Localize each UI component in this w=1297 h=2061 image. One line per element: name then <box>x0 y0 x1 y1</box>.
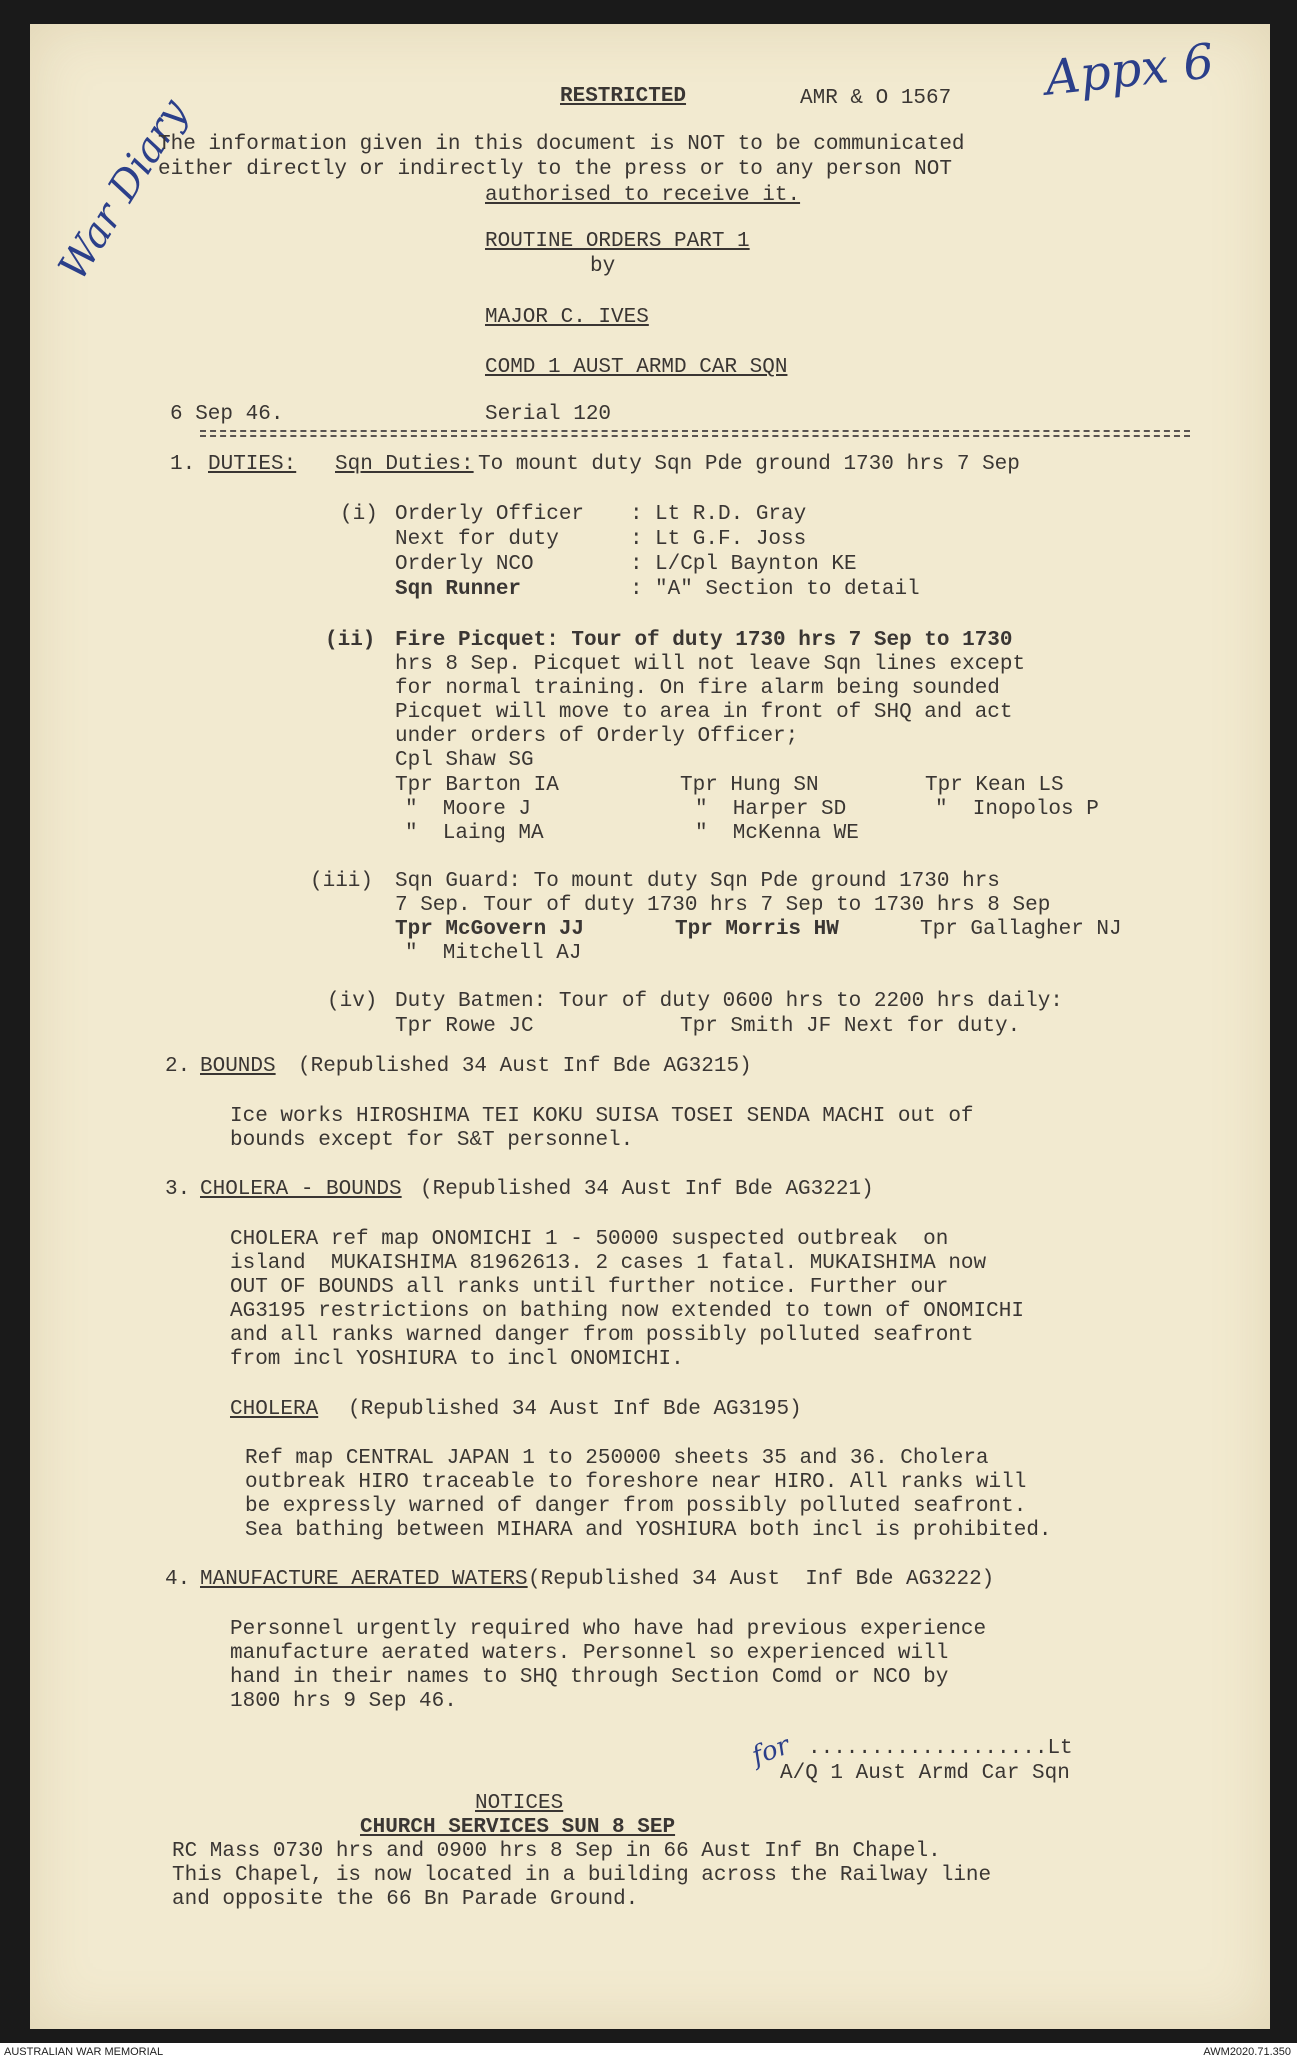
roster-role: Next for duty <box>395 528 559 551</box>
roster-sep: : <box>630 503 643 526</box>
aerated-heading: MANUFACTURE AERATED WATERS <box>200 1568 528 1591</box>
roster-sep: : <box>630 528 643 551</box>
handwritten-war-diary-note: War Diary <box>50 91 197 289</box>
fire-picquet-line: Fire Picquet: Tour of duty 1730 hrs 7 Sep to 1730 <box>395 629 1013 652</box>
cholera-line: OUT OF BOUNDS all ranks until further notice. Further our <box>230 1276 949 1299</box>
roster-role: Sqn Runner <box>395 578 522 601</box>
guard-name: " Mitchell AJ <box>405 942 582 965</box>
signature-dots: ...................Lt <box>808 1737 1073 1760</box>
caution-line-3: authorised to receive it. <box>485 184 801 207</box>
picquet-name: Tpr Barton IA <box>395 774 559 797</box>
bounds-reference: (Republished 34 Aust Inf Bde AG3215) <box>298 1055 752 1078</box>
sqn-guard-line: Sqn Guard: To mount duty Sqn Pde ground 1730 hrs <box>395 870 1000 893</box>
form-reference: AMR & O 1567 <box>800 87 952 110</box>
cholera-bounds-heading: CHOLERA - BOUNDS <box>200 1178 402 1201</box>
picquet-name: " Harper SD <box>695 798 847 821</box>
document-title: ROUTINE ORDERS PART 1 <box>485 230 750 253</box>
restricted-heading: RESTRICTED <box>560 85 687 108</box>
roster-sep: : <box>630 578 643 601</box>
notice-line: RC Mass 0730 hrs and 0900 hrs 8 Sep in 66 Aust Inf Bn Chapel. <box>172 1840 941 1863</box>
guard-name: Tpr Morris HW <box>675 918 839 941</box>
picquet-name: " Moore J <box>405 798 532 821</box>
picquet-name: Tpr Hung SN <box>680 774 819 797</box>
aerated-number: 4. <box>165 1568 191 1591</box>
picquet-name: " McKenna WE <box>695 822 859 845</box>
cholera-line: island MUKAISHIMA 81962613. 2 cases 1 fatal. MUKAISHIMA now <box>230 1252 987 1275</box>
duties-heading: DUTIES: <box>208 453 297 476</box>
roster-name: Lt R.D. Gray <box>655 503 807 526</box>
archive-reference: AWM2020.71.350 <box>1203 2046 1291 2058</box>
separator-line <box>200 435 1190 437</box>
issue-date: 6 Sep 46. <box>170 403 284 426</box>
aerated-line: Personnel urgently required who have had previous experience <box>230 1618 987 1641</box>
roster-role: Orderly Officer <box>395 503 585 526</box>
cholera-bounds-reference: (Republished 34 Aust Inf Bde AG3221) <box>420 1178 874 1201</box>
cholera-line: from incl YOSHIURA to incl ONOMICHI. <box>230 1348 684 1371</box>
bounds-heading: BOUNDS <box>200 1055 276 1078</box>
guard-name: Tpr McGovern JJ <box>395 918 585 941</box>
duties-number: 1. <box>170 453 196 476</box>
batman-name: Tpr Smith JF Next for duty. <box>680 1015 1021 1038</box>
caution-line-1: The information given in this document is NOT to be communicated <box>158 133 965 156</box>
fire-picquet-line: under orders of Orderly Officer; <box>395 725 799 748</box>
separator-line <box>200 430 1190 432</box>
cholera-sub-line: be expressly warned of danger from possibly polluted seafront. <box>245 1495 1027 1518</box>
duty-batmen-line: Duty Batmen: Tour of duty 0600 hrs to 2200 hrs daily: <box>395 990 1063 1013</box>
archive-footer <box>0 2043 1297 2061</box>
guard-name: Tpr Gallagher NJ <box>920 918 1122 941</box>
picquet-name: Tpr Kean LS <box>925 774 1064 797</box>
cholera-line: CHOLERA ref map ONOMICHI 1 - 50000 suspected outbreak on <box>230 1228 949 1251</box>
roster-role: Orderly NCO <box>395 553 534 576</box>
aerated-line: manufacture aerated waters. Personnel so experienced will <box>230 1642 949 1665</box>
aerated-reference: (Republished 34 Aust Inf Bde AG3222) <box>528 1568 995 1591</box>
aerated-line: hand in their names to SHQ through Section Comd or NCO by <box>230 1666 949 1689</box>
serial-number: Serial 120 <box>485 403 612 426</box>
cholera-line: and all ranks warned danger from possibly polluted seafront <box>230 1324 974 1347</box>
document-page <box>30 24 1270 2029</box>
bounds-line: Ice works HIROSHIMA TEI KOKU SUISA TOSEI SENDA MACHI out of <box>230 1105 974 1128</box>
cholera-line: AG3195 restrictions on bathing now extended to town of ONOMICHI <box>230 1300 1024 1323</box>
archive-name: AUSTRALIAN WAR MEMORIAL <box>4 2046 164 2058</box>
roster-name: "A" Section to detail <box>655 578 920 601</box>
signature-title: A/Q 1 Aust Armd Car Sqn <box>780 1762 1070 1785</box>
item-ii-label: (ii) <box>325 629 376 652</box>
picquet-name: " Inopolos P <box>935 798 1099 821</box>
item-i-label: (i) <box>340 503 378 526</box>
batman-name: Tpr Rowe JC <box>395 1015 534 1038</box>
fire-picquet-line: hrs 8 Sep. Picquet will not leave Sqn lines except <box>395 653 1026 676</box>
cholera-sub-line: Sea bathing between MIHARA and YOSHIURA both incl is prohibited. <box>245 1519 1052 1542</box>
roster-sep: : <box>630 553 643 576</box>
notices-heading: NOTICES <box>475 1792 564 1815</box>
cholera-sub-line: Ref map CENTRAL JAPAN 1 to 250000 sheets 35 and 36. Cholera <box>245 1447 989 1470</box>
fire-picquet-line: Picquet will move to area in front of SHQ and act <box>395 701 1013 724</box>
item-iv-label: (iv) <box>327 990 378 1013</box>
issuer-name: MAJOR C. IVES <box>485 306 649 329</box>
fire-picquet-cpl: Cpl Shaw SG <box>395 749 534 772</box>
handwritten-appendix-note: Appx 6 <box>1042 33 1217 107</box>
aerated-line: 1800 hrs 9 Sep 46. <box>230 1690 457 1713</box>
bounds-line: bounds except for S&T personnel. <box>230 1129 634 1152</box>
church-services-heading: CHURCH SERVICES SUN 8 SEP <box>360 1816 676 1839</box>
cholera-sub-line: outbreak HIRO traceable to foreshore near HIRO. All ranks will <box>245 1471 1027 1494</box>
notice-line: This Chapel, is now located in a building across the Railway line <box>172 1864 992 1887</box>
fire-picquet-line: for normal training. On fire alarm being sounded <box>395 677 1000 700</box>
bounds-number: 2. <box>165 1055 191 1078</box>
signature-for: for <box>748 1730 794 1772</box>
sqn-guard-line: 7 Sep. Tour of duty 1730 hrs 7 Sep to 1730 hrs 8 Sep <box>395 894 1051 917</box>
by-label: by <box>590 255 616 278</box>
item-iii-label: (iii) <box>310 870 374 893</box>
command-line: COMD 1 AUST ARMD CAR SQN <box>485 356 788 379</box>
cholera-subheading: CHOLERA <box>230 1398 319 1421</box>
sqn-duties-subheading: Sqn Duties: <box>335 453 474 476</box>
cholera-sub-reference: (Republished 34 Aust Inf Bde AG3195) <box>348 1398 802 1421</box>
cholera-bounds-number: 3. <box>165 1178 191 1201</box>
roster-name: Lt G.F. Joss <box>655 528 807 551</box>
notice-line: and opposite the 66 Bn Parade Ground. <box>172 1888 639 1911</box>
picquet-name: " Laing MA <box>405 822 544 845</box>
roster-name: L/Cpl Baynton KE <box>655 553 857 576</box>
duties-intro: To mount duty Sqn Pde ground 1730 hrs 7 Sep <box>478 453 1020 476</box>
caution-line-2: either directly or indirectly to the press or to any person NOT <box>158 158 952 181</box>
